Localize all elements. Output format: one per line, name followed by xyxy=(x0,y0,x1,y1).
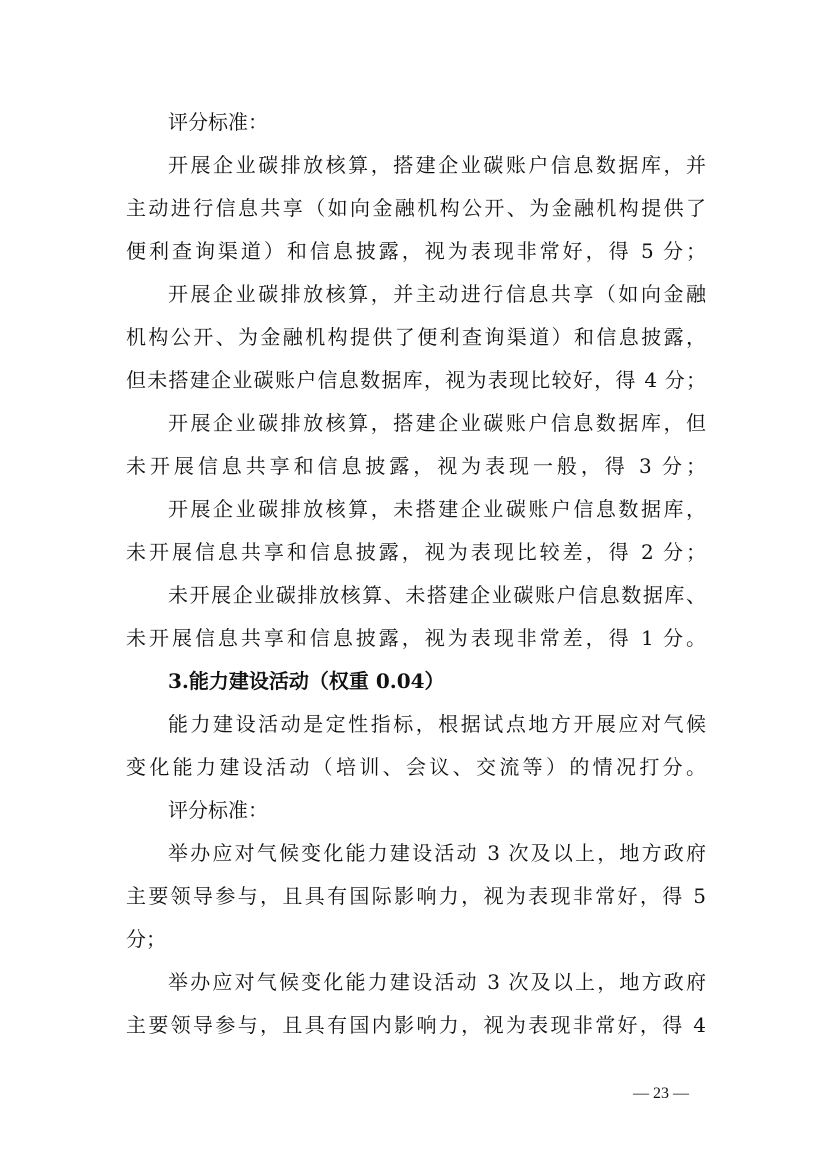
page-number: — 23 — xyxy=(633,1085,689,1102)
paragraph-line: 举办应对气候变化能力建设活动 3 次及以上，地方政府 xyxy=(168,970,706,994)
paragraph-line: 未开展企业碳排放核算、未搭建企业碳账户信息数据库、 xyxy=(168,583,706,607)
paragraph-line: 开展企业碳排放核算，未搭建企业碳账户信息数据库， xyxy=(168,497,706,521)
paragraph-line: 主动进行信息共享（如向金融机构公开、为金融机构提供了 xyxy=(126,196,706,220)
paragraph-line: 主要领导参与，且具有国内影响力，视为表现非常好，得 4 xyxy=(126,1013,706,1037)
section-heading: 3.能力建设活动（权重 0.04） xyxy=(168,669,445,693)
paragraph-line: 能力建设活动是定性指标，根据试点地方开展应对气候 xyxy=(168,712,706,736)
paragraph-line: 主要领导参与，且具有国际影响力，视为表现非常好，得 5 xyxy=(126,884,706,908)
scoring-criteria-heading: 评分标准： xyxy=(168,110,268,134)
paragraph-line: 开展企业碳排放核算，搭建企业碳账户信息数据库，但 xyxy=(168,411,706,435)
paragraph-line: 变化能力建设活动（培训、会议、交流等）的情况打分。 xyxy=(126,755,706,779)
paragraph-line: 但未搭建企业碳账户信息数据库，视为表现比较好，得 4 分； xyxy=(126,368,706,392)
paragraph-line: 分； xyxy=(126,927,166,951)
paragraph-line: 未开展信息共享和信息披露，视为表现比较差，得 2 分； xyxy=(126,540,706,564)
paragraph-line: 未开展信息共享和信息披露，视为表现非常差，得 1 分。 xyxy=(126,626,706,650)
paragraph-line: 开展企业碳排放核算，搭建企业碳账户信息数据库，并 xyxy=(168,153,706,177)
paragraph-line: 便利查询渠道）和信息披露，视为表现非常好，得 5 分； xyxy=(126,239,706,263)
paragraph-line: 开展企业碳排放核算，并主动进行信息共享（如向金融 xyxy=(168,282,706,306)
paragraph-line: 机构公开、为金融机构提供了便利查询渠道）和信息披露， xyxy=(126,325,706,349)
scoring-criteria-heading: 评分标准： xyxy=(168,798,268,822)
paragraph-line: 举办应对气候变化能力建设活动 3 次及以上，地方政府 xyxy=(168,841,706,865)
paragraph-line: 未开展信息共享和信息披露，视为表现一般，得 3 分； xyxy=(126,454,706,478)
